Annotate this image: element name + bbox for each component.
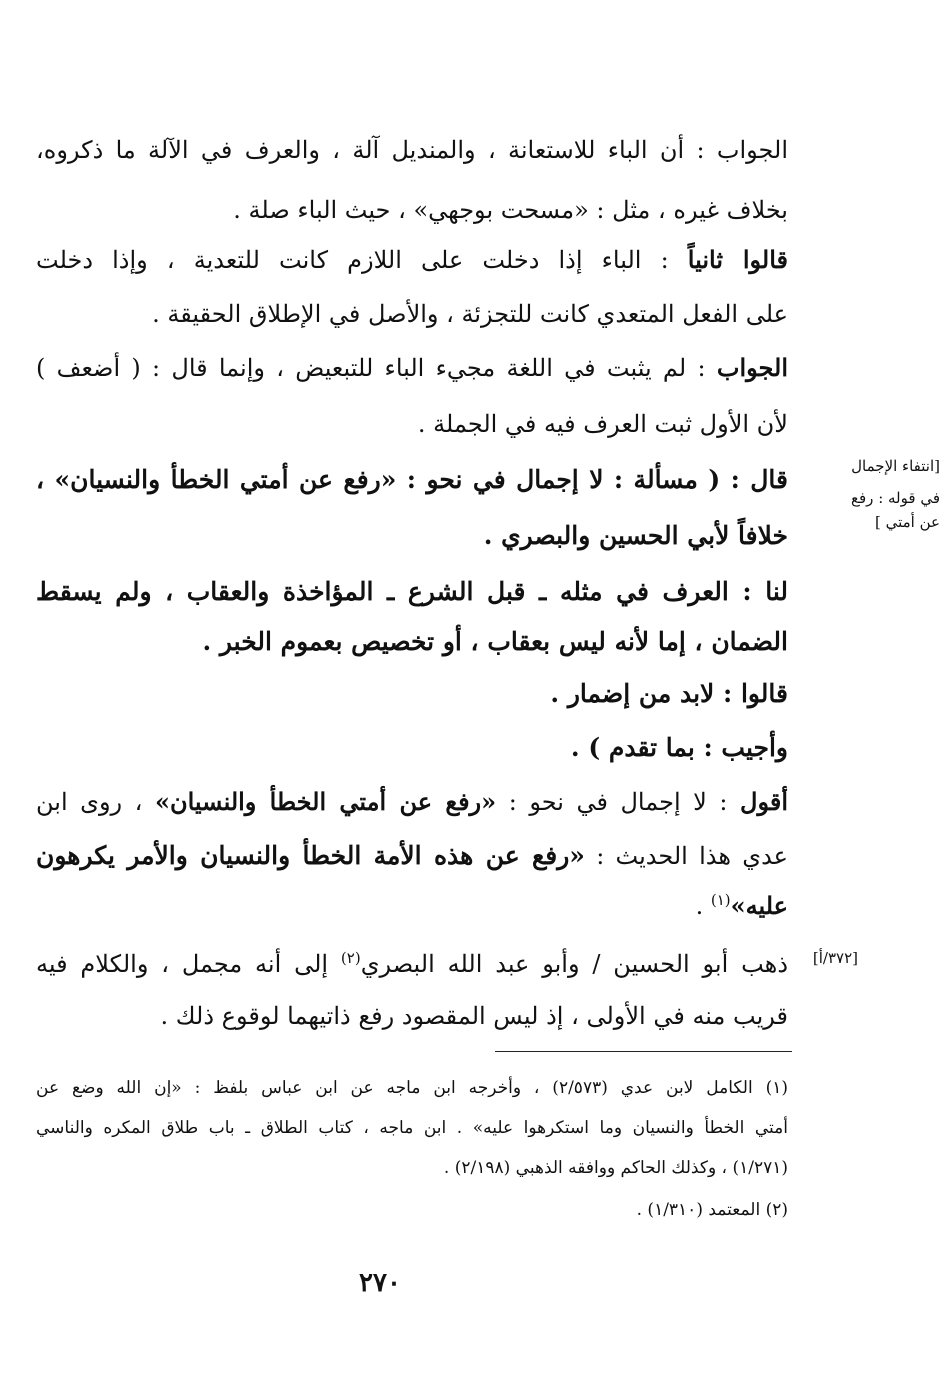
text-line [36,294,788,338]
text-span: لأن الأول ثبت العرف فيه في الجملة . [417,410,788,438]
bold-quote: «رفع عن أمتي الخطأ والنسيان» [154,787,497,816]
bold-text: قالوا : لابد من إضمار . [550,679,788,708]
text-line [36,674,788,718]
footnote-line [36,1154,788,1182]
text-span: قريب منه في الأولى ، إذ ليس المقصود رفع ذاتيهما لوقوع ذلك . [160,1002,788,1030]
bold-text: خلافاً لأبي الحسين والبصري . [483,521,788,550]
bold-quote: «رفع عن هذه الأمة الخطأ والنسيان والأمر يكرهون [36,841,585,870]
text-span: : لم يثبت في اللغة مجيء الباء للتبعيض ، وإنما قال : ( أضعف ) [36,354,717,382]
bold-quote: عليه» [730,891,788,920]
text-line [36,572,788,616]
footnote-line [36,1074,788,1102]
folio-marker-text: [٣٧٢/أ] [812,949,858,967]
text-span: الجواب : أن الباء للاستعانة ، والمنديل آلة ، والعرف في الآلة ما ذكروه، [36,136,788,164]
footnote-text: أمتي الخطأ والنسيان وما استكرهوا عليه» . ابن ماجه ، كتاب الطلاق ـ باب طلاق المكره والناسي [36,1118,788,1138]
text-line [36,996,788,1040]
text-span: إلى أنه مجمل ، والكلام فيه [36,950,341,978]
bold-heading: الجواب [716,353,788,382]
text-line [36,622,788,666]
text-line [36,240,788,284]
footnote-ref[interactable]: (٢) [340,949,361,967]
footnote-text: (٢) المعتمد (١/٣١٠) . [636,1200,788,1220]
text-line [36,190,788,234]
text-span: عدي هذا الحديث : [584,842,788,870]
text-line [36,460,788,504]
margin-note-line: [انتفاء الإجمال [851,457,940,475]
margin-note [851,456,940,532]
margin-note-line: في قوله : رفع [851,489,940,507]
text-span: : لا إجمال في نحو : [496,788,741,816]
bold-heading: قالوا ثانياً [687,245,788,274]
text-line [36,782,788,826]
text-line [36,836,788,880]
text-line [36,728,788,772]
footnote-line [36,1114,788,1142]
text-span: : الباء إذا دخلت على اللازم كانت للتعدية ، وإذا دخلت [36,246,688,274]
text-span: ، روى ابن [36,788,155,816]
bold-text: وأجيب : بما تقدم ) . [570,733,788,762]
text-span: ذهب أبو الحسين / وأبو عبد الله البصري [360,950,788,978]
text-line [36,348,788,392]
text-line [36,886,788,930]
footnote-ref[interactable]: (١) [710,891,731,909]
margin-note-line: عن أمتي ] [875,513,940,531]
page-number: ٢٧٠ [359,1268,401,1298]
footnote-text: (١/٢٧١) ، وكذلك الحاكم ووافقه الذهبي (٢/١٩٨) . [443,1158,788,1178]
footnote-text: (١) الكامل لابن عدي (٢/٥٧٣) ، وأخرجه ابن ماجه عن ابن عباس بلفظ : «إن الله وضع عن [36,1078,788,1098]
text-span: بخلاف غيره ، مثل : «مسحت بوجهي» ، حيث الباء صلة . [233,196,788,224]
bold-text: قال : ( مسألة : لا إجمال في نحو : «رفع عن أمتي الخطأ والنسيان» ، [36,465,788,494]
text-line [36,516,788,560]
footnote-line [36,1196,788,1224]
text-line [36,404,788,448]
bold-text: لنا : العرف في مثله ـ قبل الشرع ـ المؤاخذة والعقاب ، ولم يسقط [36,577,788,606]
text-line [36,130,788,174]
text-span: على الفعل المتعدي كانت للتجزئة ، والأصل في الإطلاق الحقيقة . [152,300,788,328]
bold-heading: أقول [740,787,788,816]
folio-marker [813,948,858,968]
footnote-separator [495,1051,792,1052]
bold-text: الضمان ، إما لأنه ليس بعقاب ، أو تخصيص بعموم الخبر . [202,627,788,656]
text-line [36,944,788,988]
text-span: . [695,892,711,920]
